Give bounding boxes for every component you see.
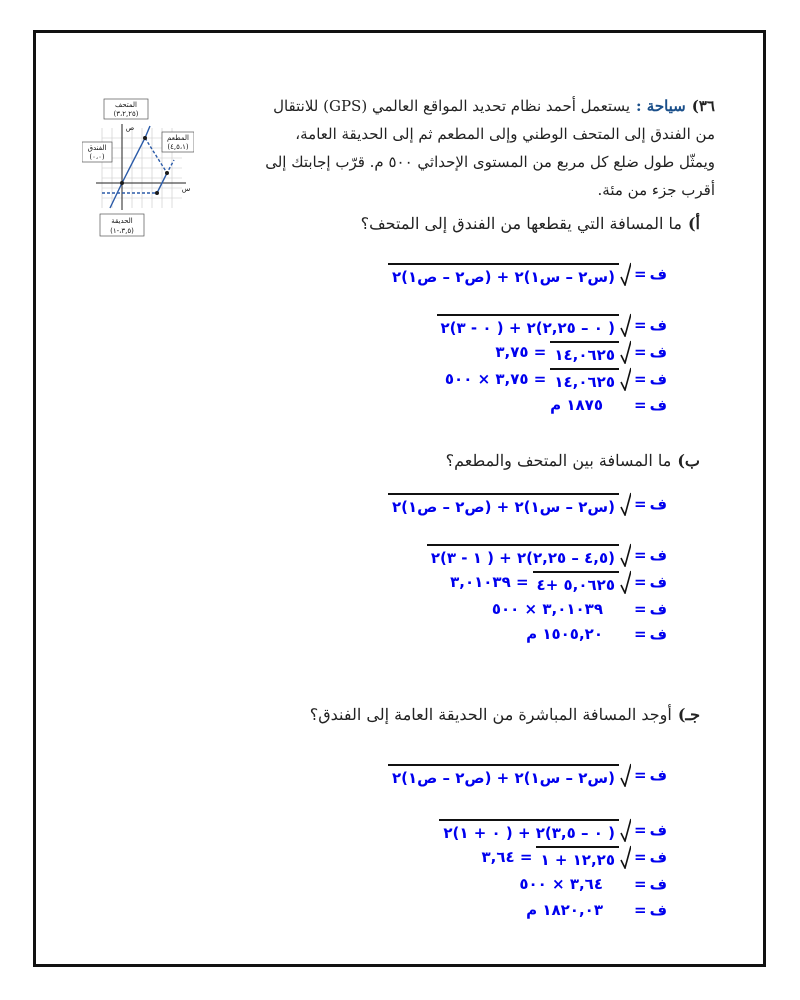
result-value: = ٣,٧٥ × ٥٠٠ — [444, 370, 547, 388]
square-root-icon — [619, 492, 631, 516]
equals-sign: = — [633, 370, 647, 388]
restaurant-point — [165, 171, 169, 175]
result-value: = ٣,٠١٠٣٩ — [450, 573, 529, 591]
distance-symbol: ف — [649, 821, 667, 839]
problem-number: ٣٦) — [691, 97, 715, 115]
square-root-icon — [619, 570, 631, 594]
hotel-point — [120, 181, 124, 185]
park-label: الحديقة — [111, 217, 133, 225]
hotel-coords: (٠،٠) — [89, 153, 105, 161]
final-answer: ١٨٧٥ م — [550, 396, 603, 414]
radicand: ١٢,٢٥ + ١ — [536, 846, 619, 869]
equals-sign: = — [633, 343, 647, 361]
solution-c-scale — [519, 872, 667, 896]
coordinate-plane-graph — [82, 98, 194, 238]
solution-b-result — [526, 622, 667, 646]
square-root-icon — [619, 262, 631, 286]
solution-c-substitution — [439, 818, 667, 842]
square-root-icon — [619, 367, 631, 391]
restaurant-label: المطعم — [167, 134, 189, 142]
museum-label: المتحف — [114, 101, 138, 109]
distance-symbol: ف — [649, 600, 667, 618]
equals-sign: = — [633, 901, 647, 919]
equals-sign: = — [633, 766, 647, 784]
final-answer: ١٥٠٥,٢٠ م — [526, 625, 603, 643]
solution-c-result — [526, 898, 667, 922]
distance-symbol: ف — [649, 625, 667, 643]
square-root-icon — [619, 340, 631, 364]
distance-symbol: ف — [649, 901, 667, 919]
hotel-label: الفندق — [87, 144, 107, 152]
park-coords: (٣,٥،-١) — [110, 227, 134, 235]
problem-body: يستعمل أحمد نظام تحديد المواقع العالمي (GPS) للانتقال من الفندق إلى المتحف الوطني وإلى المطعم ثم إلى الحديقة العامة، ويمثّل طول ضلع كل مربع من المستوى الإحداثي ٥٠٠ م. قرّب إجابتك إلى أقرب جزء من مئة. — [265, 97, 715, 199]
distance-symbol: ف — [649, 316, 667, 334]
radicand: (٤,٥ – ٢,٢٥)٢ + ( ١ - ٣)٢ — [427, 544, 619, 567]
radicand: ( ٠ – ٢,٢٥)٢ + ( ٠ - ٣)٢ — [437, 314, 619, 337]
distance-symbol: ف — [649, 370, 667, 388]
radicand: (س٢ – س١)٢ + (ص٢ – ص١)٢ — [388, 263, 619, 286]
distance-symbol: ف — [649, 396, 667, 414]
equals-sign: = — [633, 600, 647, 618]
radicand: (س٢ – س١)٢ + (ص٢ – ص١)٢ — [388, 493, 619, 516]
question-c-label: جـ) — [677, 705, 700, 724]
problem-topic: سياحة : — [636, 97, 686, 115]
restaurant-coords: (٤,٥،١) — [167, 143, 189, 151]
equals-sign: = — [633, 821, 647, 839]
equals-sign: = — [633, 573, 647, 591]
equals-sign: = — [633, 265, 647, 283]
solution-b-substitution — [427, 543, 667, 567]
distance-symbol: ف — [649, 265, 667, 283]
square-root-icon — [619, 763, 631, 787]
equals-sign: = — [633, 875, 647, 893]
distance-symbol: ف — [649, 343, 667, 361]
result-value: ٣,٦٤ × ٥٠٠ — [519, 875, 603, 893]
radicand: ٥,٠٦٢٥ +٤ — [533, 571, 619, 594]
solution-b-formula — [388, 492, 667, 516]
question-b-label: ب) — [677, 451, 700, 470]
question-a — [361, 214, 700, 233]
square-root-icon — [619, 845, 631, 869]
solution-a-simplify — [495, 340, 667, 364]
solution-a-scale — [445, 367, 667, 391]
solution-c-formula — [388, 763, 667, 787]
question-b-text: ما المسافة بين المتحف والمطعم؟ — [445, 451, 672, 470]
distance-symbol: ف — [649, 573, 667, 591]
square-root-icon — [619, 313, 631, 337]
question-a-text: ما المسافة التي يقطعها من الفندق إلى المتحف؟ — [360, 214, 682, 233]
x-axis-label: س — [181, 185, 191, 193]
question-b — [446, 451, 700, 470]
result-value: ٣,٠١٠٣٩ × ٥٠٠ — [491, 600, 603, 618]
equals-sign: = — [633, 546, 647, 564]
distance-symbol: ف — [649, 875, 667, 893]
museum-point — [143, 136, 147, 140]
square-root-icon — [619, 543, 631, 567]
question-a-label: أ) — [687, 214, 700, 233]
solution-b-simplify — [450, 570, 667, 594]
solution-a-result — [550, 393, 667, 417]
equals-sign: = — [633, 625, 647, 643]
distance-symbol: ف — [649, 546, 667, 564]
radicand: ١٤,٠٦٢٥ — [550, 341, 619, 364]
solution-b-scale — [492, 597, 667, 621]
question-c-text: أوجد المسافة المباشرة من الحديقة العامة إلى الفندق؟ — [309, 705, 672, 724]
equals-sign: = — [633, 848, 647, 866]
museum-coords: (٣،٢,٢٥) — [113, 110, 139, 118]
result-value: = ٣,٧٥ — [495, 343, 547, 361]
radicand: ١٤,٠٦٢٥ — [550, 368, 619, 391]
radicand: ( ٠ – ٣,٥)٢ + ( ٠ + ١)٢ — [439, 819, 619, 842]
solution-a-formula — [388, 262, 667, 286]
solution-a-substitution — [437, 313, 667, 337]
distance-symbol: ف — [649, 495, 667, 513]
square-root-icon — [619, 818, 631, 842]
distance-symbol: ف — [649, 848, 667, 866]
result-value: = ٣,٦٤ — [481, 848, 533, 866]
y-axis-label: ص — [125, 124, 135, 132]
equals-sign: = — [633, 316, 647, 334]
radicand: (س٢ – س١)٢ + (ص٢ – ص١)٢ — [388, 764, 619, 787]
park-point — [155, 191, 159, 195]
problem-statement — [260, 92, 715, 204]
distance-symbol: ف — [649, 766, 667, 784]
question-c — [310, 705, 700, 724]
equals-sign: = — [633, 396, 647, 414]
solution-c-simplify — [482, 845, 667, 869]
equals-sign: = — [633, 495, 647, 513]
final-answer: ١٨٢٠,٠٣ م — [526, 901, 603, 919]
